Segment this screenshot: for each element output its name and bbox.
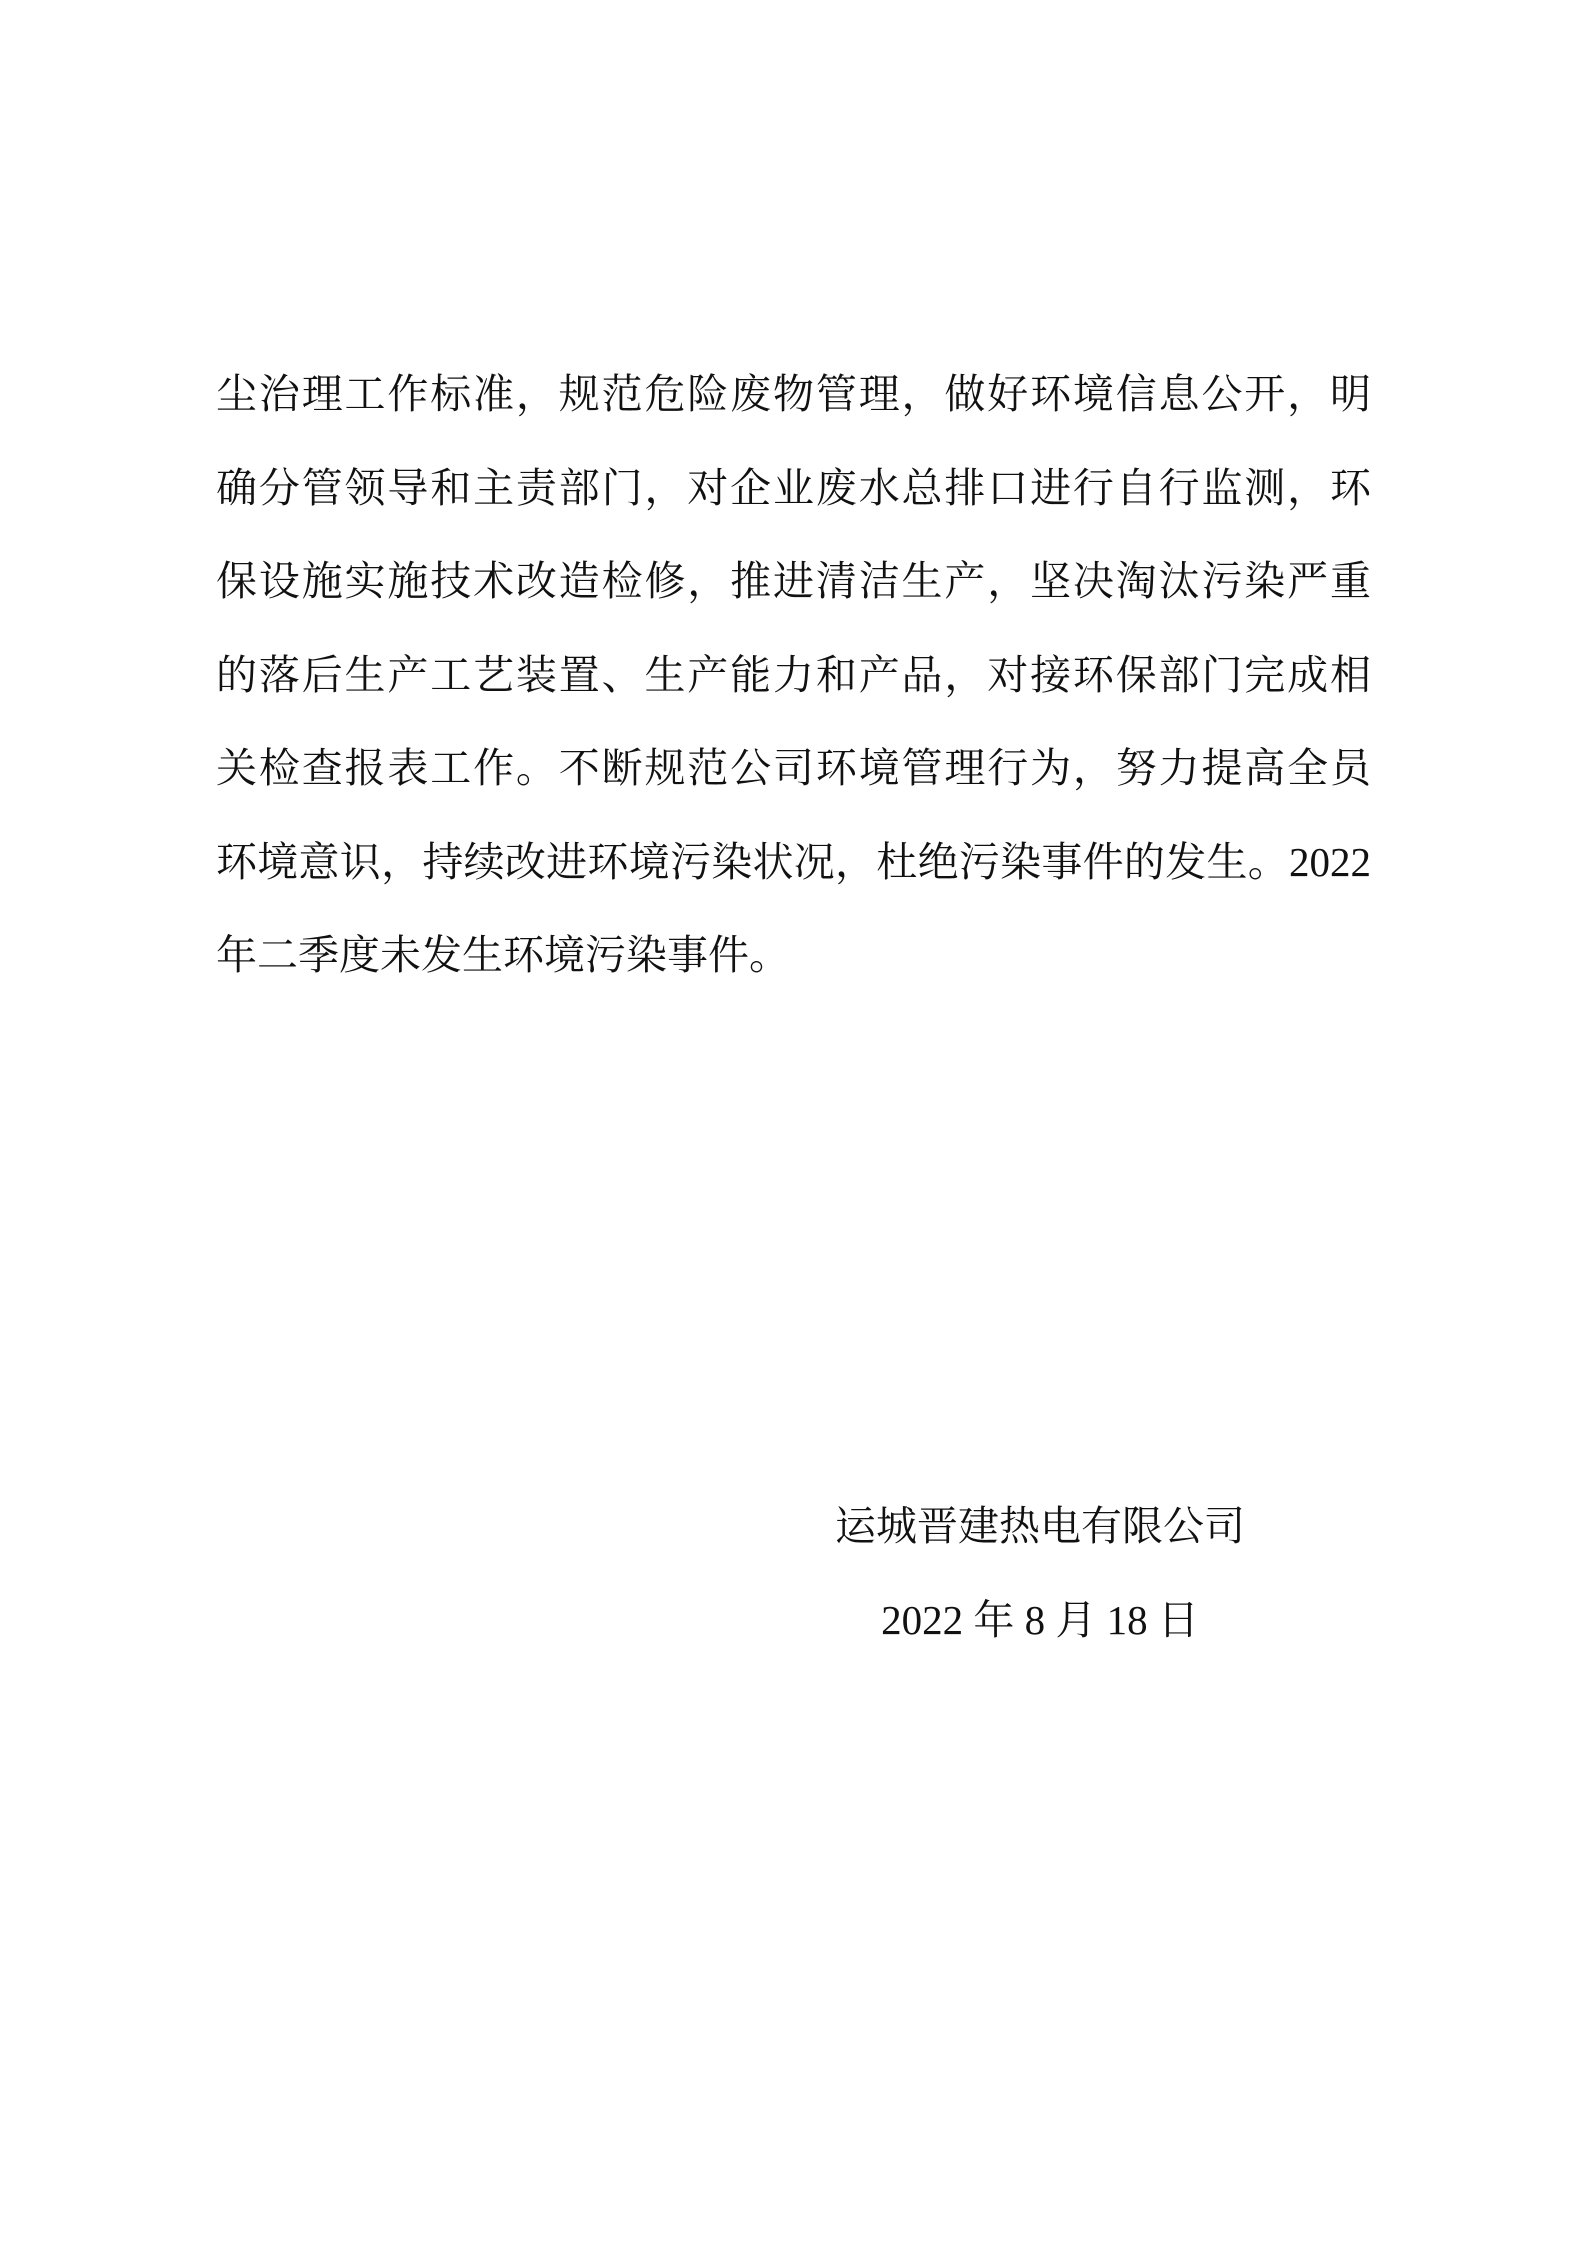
body-line-7: 年二季度未发生环境污染事件。 [216,932,790,978]
body-line-1: 尘治理工作标准，规范危险废物管理，做好环境信息公开，明 [216,371,1371,417]
body-paragraph [216,348,1371,1003]
body-line-2: 确分管领导和主责部门，对企业废水总排口进行自行监测，环 [216,464,1371,511]
body-line-5: 关检查报表工作。不断规范公司环境管理行为，努力提高全员 [216,745,1371,791]
body-line-4: 的落后生产工艺装置、生产能力和产品，对接环保部门完成相 [216,651,1371,698]
signature-company: 运城晋建热电有限公司 [835,1503,1245,1549]
body-line-3: 保设施实施技术改造检修，推进清洁生产，坚决淘汰污染严重 [216,558,1371,604]
signature-date: 2022 年 8 月 18 日 [881,1596,1199,1643]
body-line-6: 环境意识，持续改进环境污染状况，杜绝污染事件的发生。2022 [216,838,1371,885]
signature-block [780,1480,1300,1667]
